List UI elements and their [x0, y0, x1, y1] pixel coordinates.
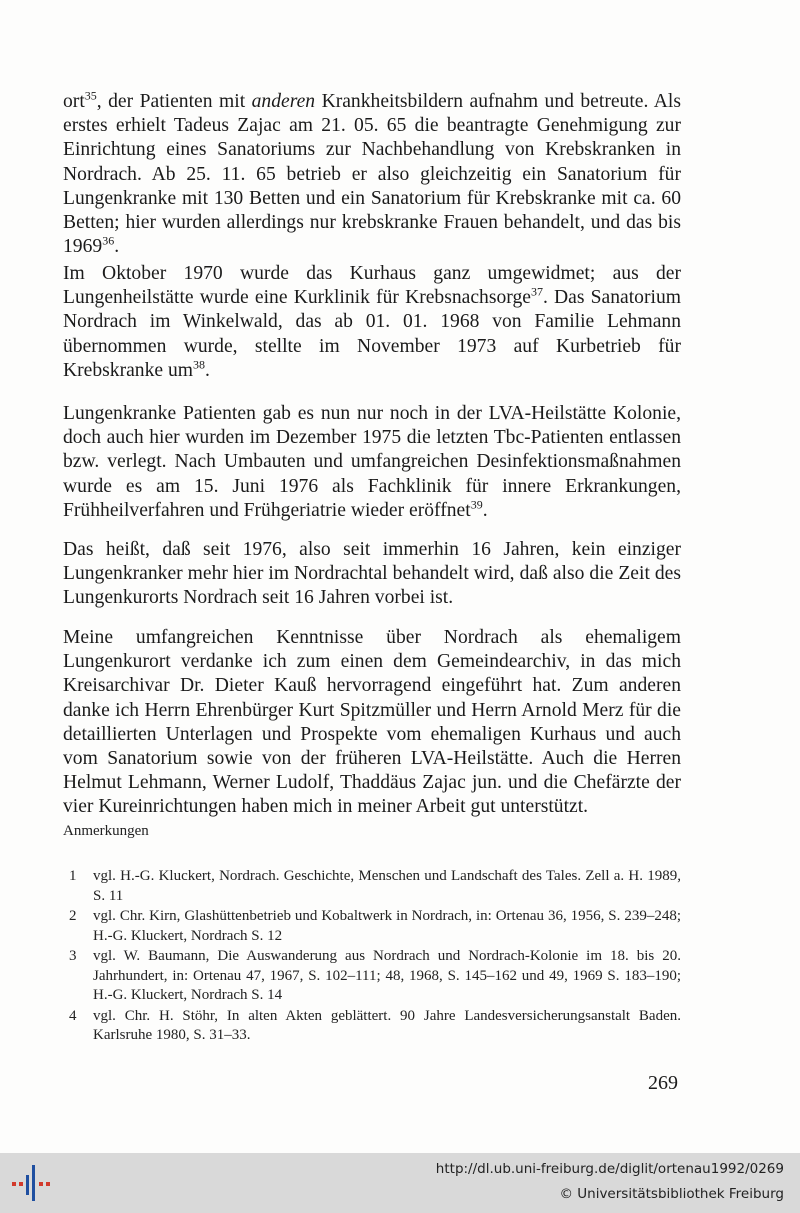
footnote-ref: 36 — [102, 233, 115, 248]
document-url-link[interactable]: http://dl.ub.uni-freiburg.de/diglit/ortenau1992/0269 — [435, 1161, 784, 1177]
emphasis-text: anderen — [251, 91, 316, 112]
text-run: ort — [63, 91, 85, 112]
text-run: . Das Sanatorium Nordrach im Winkelwald, das ab 01. 01. 1968 von Familie Lehmann übernommen wurde, stellte im November 1973 auf Kurbetrieb für Krebskranke um — [63, 287, 681, 381]
footnote-number: 3 — [69, 948, 77, 964]
paragraph-3 — [63, 402, 681, 523]
footnote-text: vgl. H.-G. Kluckert, Nordrach. Geschichte, Menschen und Landschaft des Tales. Zell a. H. 1989, S. 11 — [93, 868, 681, 904]
text-run: Im Oktober 1970 wurde das Kurhaus ganz umgewidmet; aus der Lungenheilstätte wurde eine Kurklinik für Krebsnachsorge — [63, 263, 681, 309]
footnote-ref: 38 — [193, 357, 206, 372]
text-run: Meine umfangreichen Kenntnisse über Nordrach als ehemaligem Lungenkurort verdanke ich zum einen dem Gemeindearchiv, in das mich Kreisarchivar Dr. Dieter Kauß hervorragend eingeführt hat. Zum anderen danke ich Herrn Ehrenbürger Kurt Spitzmüller und Herrn Arnold Merz für die detaillierten Unterlagen und Prospekte vom ehemaligen Kurhaus und auch vom Sanatorium sowie von der früheren LVA-Heilstätte. Auch die Herren Helmut Lehmann, Werner Ludolf, Thaddäus Zajac jun. und die Chefärzte der vier Kureinrichtungen haben mich in meiner Arbeit gut unterstützt. — [63, 627, 681, 818]
text-run: . — [205, 359, 210, 381]
footnote-text: vgl. W. Baumann, Die Auswanderung aus Nordrach und Nordrach-Kolonie im 18. bis 20. Jahrhundert, in: Ortenau 47, 1967, S. 102–111; 48, 1968, S. 145–162 und 49, 1969 S. 183–190; H.-G. Kluckert, Nordrach S. 14 — [93, 948, 681, 1003]
notes-heading: Anmerkungen — [63, 823, 149, 839]
text-run: Lungenkranke Patienten gab es nun nur noch in der LVA-Heilstätte Kolonie, doch auch hier wurden im Dezember 1975 die letzten Tbc-Patienten entlassen bzw. verlegt. Nach Umbauten und umfangreichen Desinfektionsmaßnahmen wurde es am 15. Juni 1976 als Fachklinik für innere Erkrankungen, Frühheilverfahren und Frühgeriatrie wieder eröffnet — [63, 403, 681, 521]
footnote-item — [63, 867, 681, 906]
footnote-ref: 37 — [530, 284, 543, 299]
footnote-item — [63, 947, 681, 1006]
footnote-text: vgl. Chr. H. Stöhr, In alten Akten geblättert. 90 Jahre Landesversicherungsanstalt Baden. Karlsruhe 1980, S. 31–33. — [93, 1007, 681, 1043]
paragraph-4 — [63, 538, 681, 611]
page-number: 269 — [648, 1072, 678, 1094]
ub-freiburg-logo-icon — [10, 1161, 54, 1205]
paragraph-5 — [63, 626, 681, 820]
text-run: Das heißt, daß seit 1976, also seit immerhin 16 Jahren, kein einziger Lungenkranker mehr hier im Nordrachtal behandelt wird, daß also die Zeit des Lungenkurorts Nordrach seit 16 Jahren vorbei ist. — [63, 539, 681, 609]
copyright-notice: © Universitätsbibliothek Freiburg — [559, 1186, 784, 1202]
footnote-ref: 35 — [84, 88, 97, 103]
footnote-item — [63, 907, 681, 946]
text-run: Krankheitsbildern aufnahm und betreute. Als erstes erhielt Tadeus Zajac am 21. 05. 65 die beantragte Genehmigung zur Einrichtung eines Sanatoriums zur Nachbehandlung von Krebskranken in Nordrach. Ab 25. 11. 65 betrieb er also gleichzeitig ein Sanatorium für Lungenkranke mit 130 Betten und ein Sanatorium für Krebskranke mit ca. 60 Betten; hier wurden allerdings nur krebskranke Frauen behandelt, und das bis 1969 — [63, 91, 681, 258]
footnote-ref: 39 — [470, 497, 483, 512]
footnote-item — [63, 1007, 681, 1046]
text-run: . — [482, 499, 488, 521]
paragraph-2 — [63, 262, 681, 383]
paragraph-text — [63, 402, 681, 523]
footnote-number: 4 — [69, 1007, 77, 1024]
paragraph-1 — [63, 90, 681, 259]
paragraph-text — [63, 626, 681, 820]
footer-bar — [0, 1153, 800, 1213]
footnote-number: 1 — [69, 868, 77, 884]
footnotes-list — [63, 867, 681, 1047]
paragraph-text — [63, 262, 681, 383]
footnote-text: vgl. Chr. Kirn, Glashüttenbetrieb und Kobaltwerk in Nordrach, in: Ortenau 36, 1956, S. 239–248; H.-G. Kluckert, Nordrach S. 12 — [93, 908, 681, 944]
footnote-number: 2 — [69, 908, 77, 924]
text-run: . — [114, 236, 120, 258]
paragraph-text — [63, 90, 681, 259]
text-run: , der Patienten mit — [96, 91, 252, 112]
paragraph-text — [63, 538, 681, 611]
